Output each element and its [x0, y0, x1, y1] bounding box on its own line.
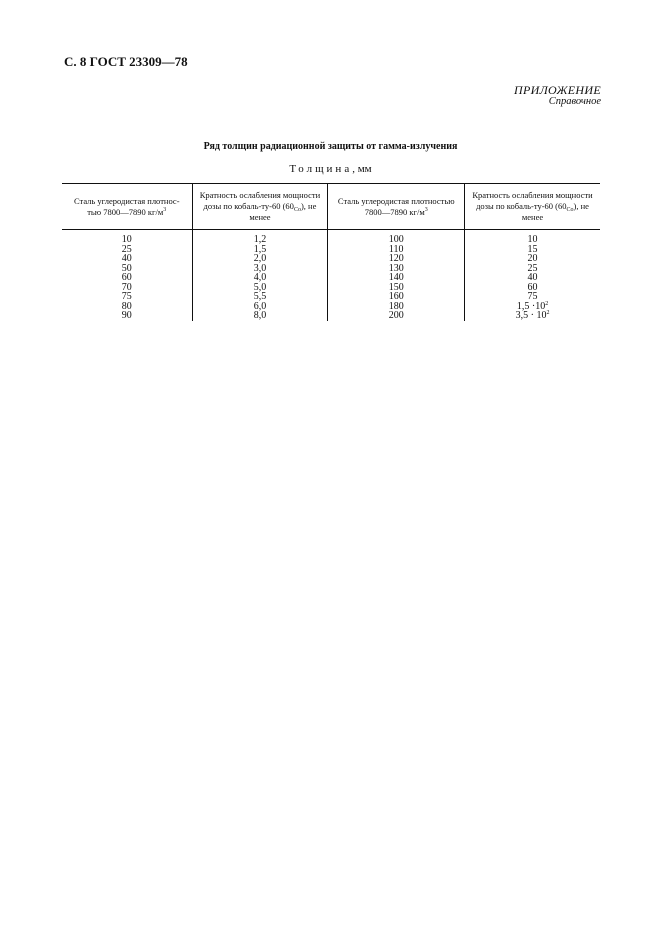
- table-body: [62, 230, 600, 321]
- table-cell-b: 4,0: [192, 273, 328, 283]
- table-cell-d: $3,5 \cdot 10^2$: [465, 311, 600, 321]
- table-cell-b: 8,0: [192, 311, 328, 321]
- table-cell-c: 110: [328, 245, 465, 255]
- table-cell-c: 200: [328, 311, 465, 321]
- table-cell-a: 90: [121, 310, 132, 321]
- table-cell-a: 60: [121, 272, 132, 283]
- table-cell-d: 75: [465, 292, 600, 302]
- subtitle-unit: , мм: [352, 163, 372, 175]
- page-header: С. 8 ГОСТ 23309—78: [64, 54, 188, 69]
- table-title: Ряд толщин радиационной защиты от гамма-излучения: [203, 141, 458, 152]
- table-cell-b: 2,0: [192, 254, 328, 264]
- table-cell-a: 80: [121, 300, 132, 312]
- table-cell-c: 100: [328, 230, 465, 245]
- table-cell-d: $1,5 \cdot 10^2$: [465, 302, 600, 312]
- col-steel-thickness-1: Сталь углеродистая плотнос-тью 7800—7890 $кг/м^3$: [62, 184, 192, 230]
- table-cell-d: 10: [465, 230, 600, 245]
- table-cell-c: 180: [328, 302, 465, 312]
- table-cell-b: 1,5: [192, 245, 328, 255]
- table-row: [62, 273, 600, 283]
- table-cell-c: 140: [328, 273, 465, 283]
- table-header-row: [62, 184, 600, 230]
- table-cell-d: 60: [465, 283, 600, 293]
- thickness-table: [62, 183, 600, 321]
- table-cell-d: 15: [465, 245, 600, 255]
- table-cell-b: 5,5: [192, 292, 328, 302]
- table-row: [62, 283, 600, 293]
- table-row: [62, 311, 600, 321]
- appendix-label: [514, 84, 601, 107]
- table-cell-a: 70: [121, 281, 132, 293]
- col-attenuation-1: Кратность ослабления мощности дозы по кобаль-ту-60 $(60_{Co})$, не менее: [192, 184, 328, 230]
- table-cell-a: 50: [121, 262, 132, 274]
- table-row: [62, 254, 600, 264]
- table-cell-a: 25: [121, 243, 132, 255]
- col-attenuation-2: Кратность ослабления мощности дозы по кобаль-ту-60 $(60_{Co})$, не менее: [465, 184, 600, 230]
- subtitle-spaced: Толщина: [289, 163, 353, 175]
- table-cell-a: 75: [121, 291, 132, 302]
- table-cell-c: 120: [328, 254, 465, 264]
- table-cell-d: 20: [465, 254, 600, 264]
- table-cell-b: 3,0: [192, 264, 328, 274]
- table-cell-c: 150: [328, 283, 465, 293]
- table-cell-a: 40: [121, 253, 132, 264]
- table-subtitle: [0, 163, 661, 175]
- table-cell-b: 1,2: [192, 230, 328, 245]
- table-cell-a: 10: [121, 234, 132, 245]
- table-cell-d: 25: [465, 264, 600, 274]
- table-cell-c: 160: [328, 292, 465, 302]
- appendix-type: Справочное: [548, 96, 601, 107]
- table-row: [62, 245, 600, 255]
- table-row: [62, 264, 600, 274]
- table-cell-d: 40: [465, 273, 600, 283]
- table-row: [62, 230, 600, 245]
- col-steel-thickness-2: Сталь углеродистая плотностью 7800—7890 $кг/м^3$: [328, 184, 465, 230]
- table-cell-b: 5,0: [192, 283, 328, 293]
- table-cell-c: 130: [328, 264, 465, 274]
- table-cell-b: 6,0: [192, 302, 328, 312]
- appendix-title: ПРИЛОЖЕНИЕ: [514, 83, 601, 97]
